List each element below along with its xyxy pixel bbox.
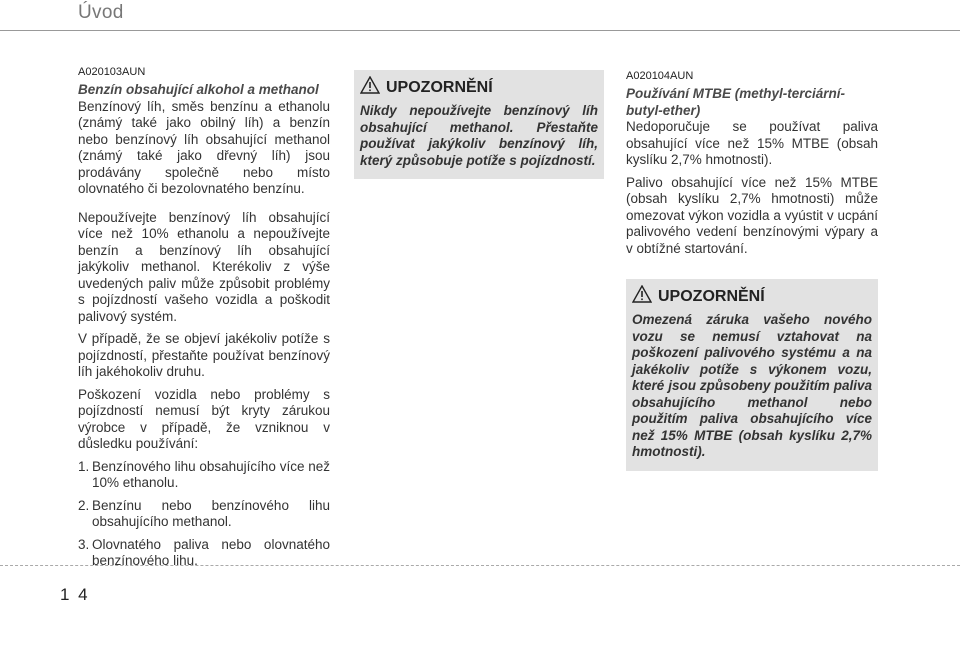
section-heading: Benzín obsahující alkohol a methanol (78, 82, 319, 97)
list-text: Benzínu nebo benzínového lihu obsahujícího methanol. (92, 497, 330, 529)
warning-title: UPOZORNĚNÍ (658, 287, 765, 305)
paragraph: Nepoužívejte benzínový líh obsahující více než 10% ethanolu a nepoužívejte benzín a benzínový líh obsahující jakýkoliv methanol. Kterékoliv z výše uvedených paliv může způsobit problémy s pojízdností vašeho vozidla a poškodit palivový systém. (78, 209, 330, 324)
paragraph: Poškození vozidla nebo problémy s pojízdností nemusí být kryty zárukou výrobce v případě, že vzniknou v důsledku používání: (78, 386, 330, 451)
column-right (626, 70, 878, 471)
page-number: 1 4 (60, 585, 90, 604)
warning-header (360, 76, 598, 99)
list-item (78, 459, 330, 492)
list-text: Benzínového lihu obsahujícího více než 10% ethanolu. (92, 458, 330, 490)
page-section-title: Úvod (78, 2, 124, 23)
warning-title: UPOZORNĚNÍ (386, 78, 493, 96)
warning-triangle-icon (632, 285, 652, 308)
list-item (78, 498, 330, 531)
warning-header (632, 285, 872, 308)
list-text: Olovnatého paliva nebo olovnatého benzínového lihu. (92, 536, 330, 568)
warning-triangle-icon (360, 76, 380, 99)
section-heading: Používání MTBE (methyl-terciární-butyl-ether) (626, 86, 846, 118)
column-left (78, 66, 330, 576)
section-code: A020104AUN (626, 70, 694, 82)
list-number: 1. (78, 458, 90, 474)
column-middle (354, 70, 604, 179)
list-number: 3. (78, 536, 90, 552)
paragraph: Nedoporučuje se používat paliva obsahující více než 15% MTBE (obsah kyslíku 2,7% hmotnosti). (626, 119, 878, 167)
paragraph: Palivo obsahující více než 15% MTBE (obsah kyslíku 2,7% hmotnosti) může omezovat výkon vozidla a vyústit v ucpání palivového vedení benzínovými výpary a v obtížné startování. (626, 174, 878, 256)
list-number: 2. (78, 497, 90, 513)
numbered-list (78, 459, 330, 570)
footer-divider (0, 565, 960, 566)
warning-box (626, 279, 878, 471)
header-divider (0, 30, 960, 31)
paragraph: Benzínový líh, směs benzínu a ethanolu (známý také jako obilný líh) a benzín nebo benzínový líh obsahující methanol (známý také jako dřevný líh) jsou prodávány společně nebo místo olovnatého či bezolovnatého benzínu. (78, 98, 330, 196)
section-code: A020103AUN (78, 66, 146, 78)
paragraph: V případě, že se objeví jakékoliv potíže s pojízdností, přestaňte používat benzínový líh jakéhokoliv druhu. (78, 331, 330, 379)
warning-text: Nikdy nepoužívejte benzínový líh obsahující methanol. Přestaňte používat jakýkoliv benzínový líh, který způsobuje potíže s pojízdností. (360, 103, 598, 168)
warning-text: Omezená záruka vašeho nového vozu se nemusí vztahovat na poškození palivového systému a na jakékoliv potíže s výkonem vozu, které jsou způsobeny použitím paliva obsahujícího methanol nebo použitím paliva obsahujícího více než 15% MTBE (obsah kyslíku 2,7% hmotnosti). (632, 312, 872, 459)
warning-box (354, 70, 604, 179)
